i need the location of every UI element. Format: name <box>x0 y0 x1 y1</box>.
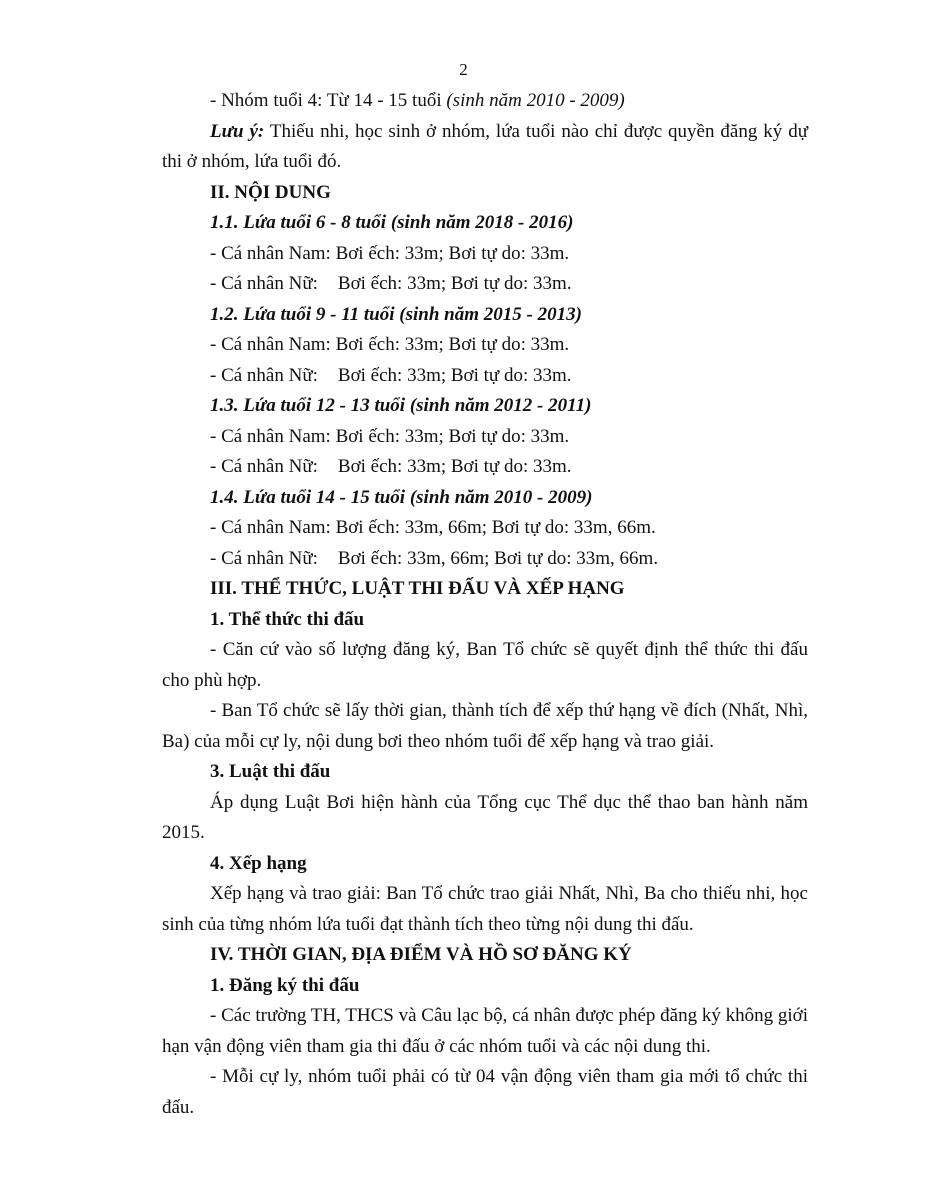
female-text: Bơi ếch: 33m, 66m; Bơi tự do: 33m, 66m. <box>337 547 659 569</box>
section-3-para-3: Áp dụng Luật Bơi hiện hành của Tổng cục Thể dục thể thao ban hành năm 2015. <box>162 791 808 843</box>
female-label: - Cá nhân Nữ: <box>210 547 318 569</box>
female-label: - Cá nhân Nữ: <box>210 273 318 294</box>
female-label: - Cá nhân Nữ: <box>210 456 318 477</box>
group-1-4-male: - Cá nhân Nam: Bơi ếch: 33m, 66m; Bơi tự do: 33m, 66m. <box>210 517 656 538</box>
group-1-2-male: - Cá nhân Nam: Bơi ếch: 33m; Bơi tự do: 33m. <box>210 334 570 355</box>
note-paragraph <box>162 117 808 178</box>
section-4-sub-1: 1. Đăng ký thi đấu <box>210 974 360 996</box>
page-number: 2 <box>459 60 468 79</box>
female-text: Bơi ếch: 33m; Bơi tự do: 33m. <box>337 364 572 386</box>
section-3-para-1: - Căn cứ vào số lượng đăng ký, Ban Tổ chức sẽ quyết định thể thức thi đấu cho phù hợp. <box>162 639 808 691</box>
group-1-4-female <box>162 544 808 575</box>
female-label: - Cá nhân Nữ: <box>210 364 318 386</box>
group-1-3-title: 1.3. Lứa tuổi 12 - 13 tuổi (sinh năm 2012 - 2011) <box>210 395 592 416</box>
age-group-4-line <box>162 86 808 117</box>
section-4-title: IV. THỜI GIAN, ĐỊA ĐIỂM VÀ HỒ SƠ ĐĂNG KÝ <box>210 944 632 965</box>
section-3-para-4: Xếp hạng và trao giải: Ban Tổ chức trao giải Nhất, Nhì, Ba cho thiếu nhi, học sinh của từng nhóm lứa tuổi đạt thành tích theo từng nội dung thi đấu. <box>162 883 808 935</box>
female-text: Bơi ếch: 33m; Bơi tự do: 33m. <box>337 456 572 477</box>
group-1-2-female <box>162 361 808 392</box>
group-1-3-female <box>162 452 808 483</box>
section-4-para-2: - Mỗi cự ly, nhóm tuổi phải có từ 04 vận động viên tham gia mới tổ chức thi đấu. <box>162 1066 808 1118</box>
section-3-sub-4: 4. Xếp hạng <box>210 852 307 874</box>
section-3-sub-3: 3. Luật thi đấu <box>210 761 331 782</box>
age-group-4-text: - Nhóm tuổi 4: Từ 14 - 15 tuổi <box>210 90 447 111</box>
section-3-title: III. THỂ THỨC, LUẬT THI ĐẤU VÀ XẾP HẠNG <box>210 578 625 599</box>
group-1-1-male: - Cá nhân Nam: Bơi ếch: 33m; Bơi tự do: 33m. <box>210 242 570 264</box>
section-3-sub-1: 1. Thể thức thi đấu <box>210 608 365 630</box>
document-body <box>162 86 808 1123</box>
group-1-3-male: - Cá nhân Nam: Bơi ếch: 33m; Bơi tự do: 33m. <box>210 425 570 447</box>
group-1-4-title: 1.4. Lứa tuổi 14 - 15 tuổi (sinh năm 2010 - 2009) <box>210 486 593 508</box>
section-4-para-1: - Các trường TH, THCS và Câu lạc bộ, cá nhân được phép đăng ký không giới hạn vận động viên tham gia thi đấu ở các nhóm tuổi và các nội dung thi. <box>162 1005 808 1057</box>
note-text: Thiếu nhi, học sinh ở nhóm, lứa tuổi nào chỉ được quyền đăng ký dự thi ở nhóm, lứa tuổi đó. <box>162 120 808 172</box>
section-3-para-2: - Ban Tổ chức sẽ lấy thời gian, thành tích để xếp thứ hạng về đích (Nhất, Nhì, Ba) của mỗi cự ly, nội dung bơi theo nhóm tuổi để xếp hạng và trao giải. <box>162 700 808 752</box>
section-2-title: II. NỘI DUNG <box>210 181 331 203</box>
female-text: Bơi ếch: 33m; Bơi tự do: 33m. <box>337 273 572 294</box>
group-1-2-title: 1.2. Lứa tuổi 9 - 11 tuổi (sinh năm 2015 - 2013) <box>210 303 582 325</box>
age-group-4-years: (sinh năm 2010 - 2009) <box>446 90 625 111</box>
group-1-1-title: 1.1. Lứa tuổi 6 - 8 tuổi (sinh năm 2018 - 2016) <box>210 212 574 233</box>
group-1-1-female <box>162 269 808 300</box>
note-label: Lưu ý: <box>210 120 265 142</box>
